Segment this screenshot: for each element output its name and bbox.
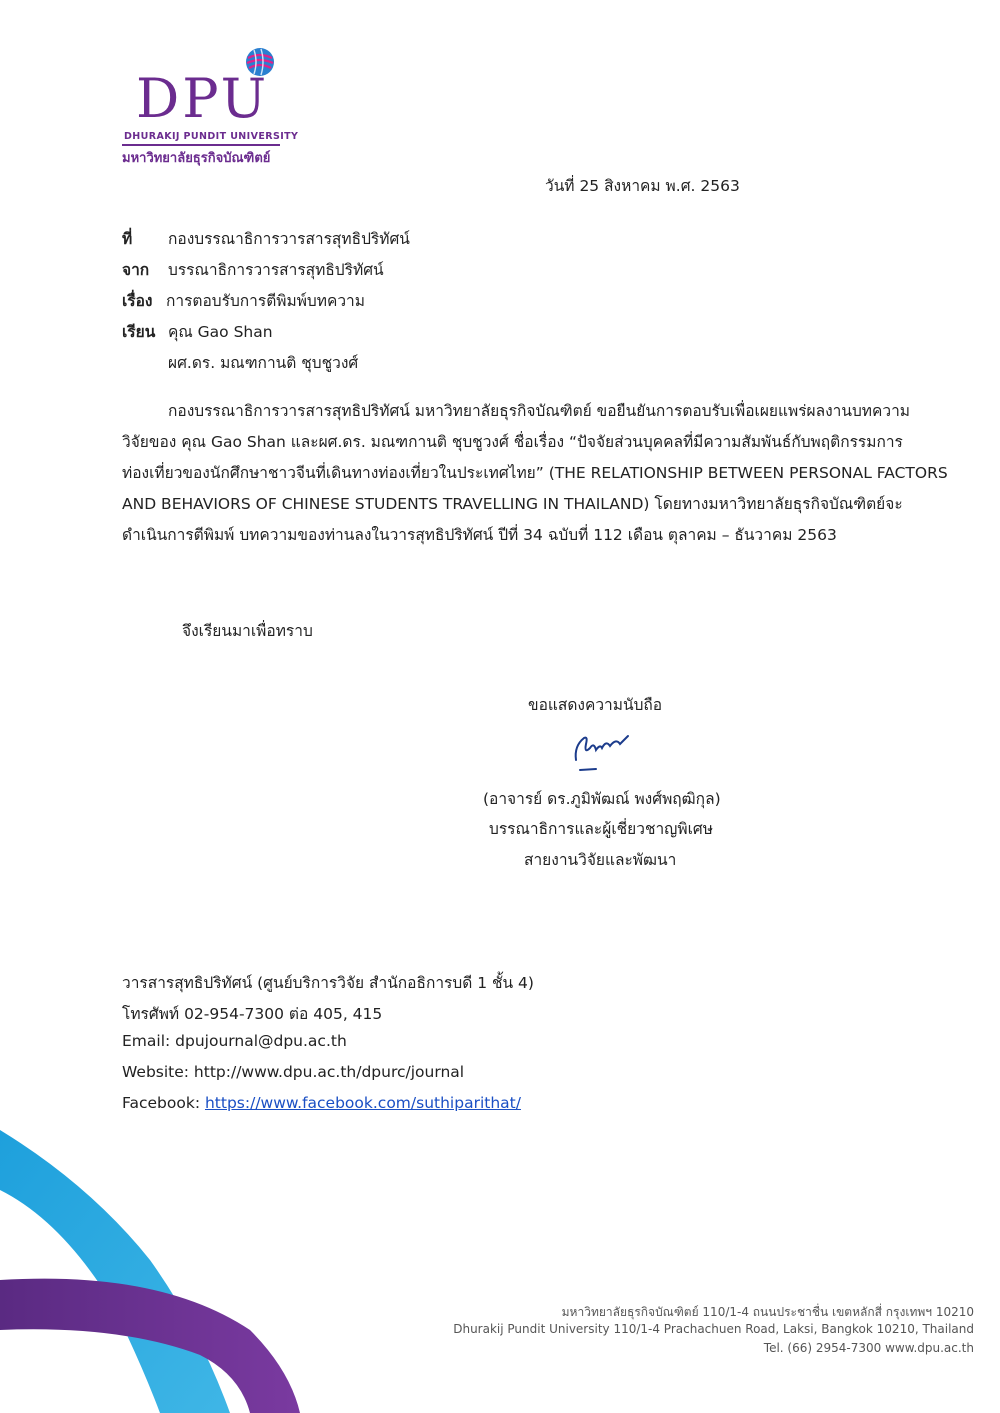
body-line: ดำเนินการตีพิมพ์ บทความของท่านลงในวารสุทธิปริทัศน์ ปีที่ 34 ฉบับที่ 112 เดือน ตุลาคม – ธันวาคม 2563 bbox=[122, 526, 837, 544]
to-value-1: คุณ Gao Shan bbox=[168, 323, 273, 341]
facebook-label: Facebook: bbox=[122, 1094, 205, 1112]
handwritten-signature bbox=[566, 726, 638, 774]
subject-value: การตอบรับการตีพิมพ์บทความ bbox=[166, 292, 365, 310]
body-line: AND BEHAVIORS OF CHINESE STUDENTS TRAVELLING IN THAILAND) โดยทางมหาวิทยาลัยธุรกิจบัณฑิตย์จะ bbox=[122, 495, 903, 513]
contact-email: Email: dpujournal@dpu.ac.th bbox=[122, 1032, 347, 1050]
to-value-2: ผศ.ดร. มณฑกานติ ชุบชูวงศ์ bbox=[168, 354, 359, 372]
logo-university-th: มหาวิทยาลัยธุรกิจบัณฑิตย์ bbox=[122, 151, 271, 166]
letter-date: วันที่ 25 สิงหาคม พ.ศ. 2563 bbox=[545, 177, 740, 195]
footer-address-th: มหาวิทยาลัยธุรกิจบัณฑิตย์ 110/1-4 ถนนประชาชื่น เขตหลักสี่ กรุงเทพฯ 10210 bbox=[561, 1305, 974, 1319]
header-ref-row bbox=[122, 226, 410, 251]
body-line: กองบรรณาธิการวารสารสุทธิปริทัศน์ มหาวิทยาลัยธุรกิจบัณฑิตย์ ขอยืนยันการตอบรับเพื่อเผยแพร่ผลงานบทความ bbox=[168, 402, 911, 420]
signatory-name: (อาจารย์ ดร.ภูมิพัฒณ์ พงศ์พฤฒิกุล) bbox=[483, 790, 721, 808]
ref-label: ที่ bbox=[122, 230, 133, 248]
from-label: จาก bbox=[122, 261, 150, 279]
to-label: เรียน bbox=[122, 323, 156, 341]
logo-wordmark: DPU bbox=[136, 67, 270, 130]
logo-university-en: DHURAKIJ PUNDIT UNIVERSITY bbox=[124, 131, 299, 142]
body-line: ท่องเที่ยวของนักศึกษาชาวจีนที่เดินทางท่องเที่ยวในประเทศไทย” (THE RELATIONSHIP BETWEEN PERSONAL FACTORS bbox=[122, 464, 948, 482]
contact-website: Website: http://www.dpu.ac.th/dpurc/journal bbox=[122, 1063, 465, 1081]
body-paragraph bbox=[122, 396, 948, 551]
header-to-row bbox=[122, 319, 273, 344]
footer-address-en: Dhurakij Pundit University 110/1-4 Prachachuen Road, Laksi, Bangkok 10210, Thailand bbox=[453, 1322, 974, 1336]
closing-text: จึงเรียนมาเพื่อทราบ bbox=[182, 622, 313, 640]
contact-facebook bbox=[122, 1094, 521, 1112]
signatory-title: บรรณาธิการและผู้เชี่ยวชาญพิเศษ bbox=[489, 820, 713, 838]
subject-label: เรื่อง bbox=[122, 292, 153, 310]
logo-divider bbox=[122, 144, 280, 146]
contact-phone: โทรศัพท์ 02-954-7300 ต่อ 405, 415 bbox=[122, 1005, 383, 1023]
signatory-department: สายงานวิจัยและพัฒนา bbox=[524, 851, 677, 869]
ref-value: กองบรรณาธิการวารสารสุทธิปริทัศน์ bbox=[168, 230, 410, 248]
header-subject-row bbox=[122, 288, 365, 313]
body-line: วิจัยของ คุณ Gao Shan และผศ.ดร. มณฑกานติ ชุบชูวงศ์ ชื่อเรื่อง “ปัจจัยส่วนบุคคลที่มีความสัมพันธ์กับพฤติกรรมการ bbox=[122, 433, 903, 451]
from-value: บรรณาธิการวารสารสุทธิปริทัศน์ bbox=[168, 261, 384, 279]
footer-swoosh-graphic bbox=[0, 1130, 1000, 1413]
contact-office: วารสารสุทธิปริทัศน์ (ศูนย์บริการวิจัย สำนักอธิการบดี 1 ชั้น 4) bbox=[122, 974, 534, 992]
header-from-row bbox=[122, 257, 384, 282]
facebook-link[interactable]: https://www.facebook.com/suthiparithat/ bbox=[204, 1094, 521, 1112]
footer-tel: Tel. (66) 2954-7300 www.dpu.ac.th bbox=[763, 1341, 974, 1355]
regards-text: ขอแสดงความนับถือ bbox=[528, 696, 663, 714]
